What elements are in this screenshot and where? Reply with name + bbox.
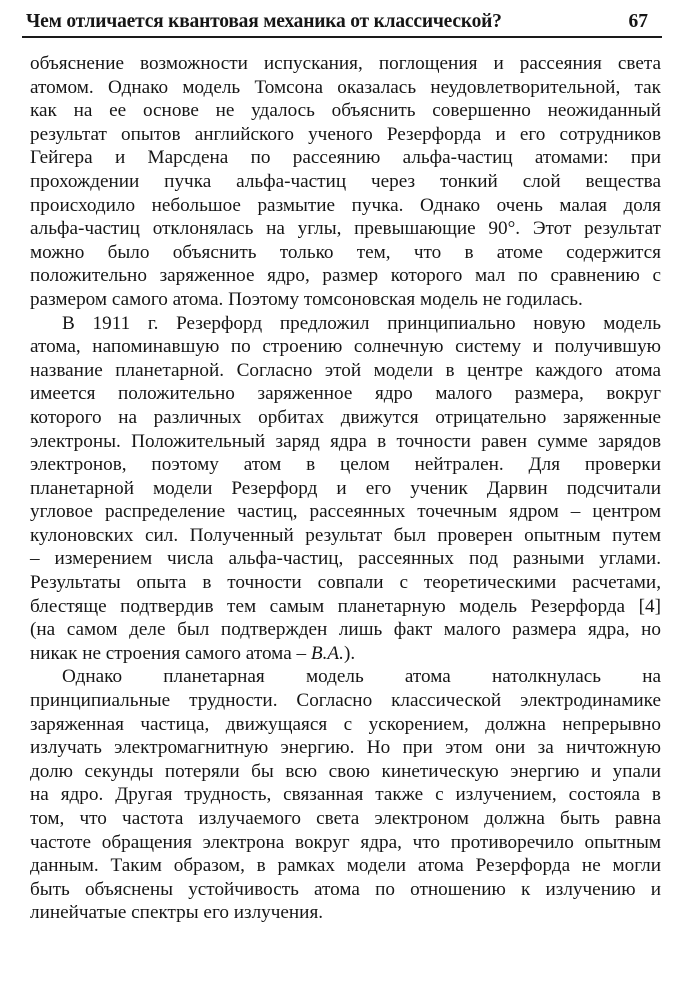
text-line: электронов, поэтому атом в целом нейтрален. Для проверки xyxy=(30,454,661,476)
text-line: результат опытов английского ученого Резерфорда и его сотрудников xyxy=(30,123,661,145)
text-line: атомом. Однако модель Томсона оказалась неудовлетворительной, так xyxy=(30,76,661,98)
text-line: на ядро. Другая трудность, связанная также с излучением, состояла в xyxy=(30,784,661,806)
text-line: Однако планетарная модель атома натолкнулась на xyxy=(62,666,661,688)
text-line: данным. Таким образом, в рамках модели атома Резерфорда не могли xyxy=(30,855,661,877)
text-line: том, что частота излучаемого света электроном должна быть равна xyxy=(30,808,661,829)
text-line: размером самого атома. Поэтому томсоновская модель не годилась. xyxy=(30,288,583,310)
text-line: Результаты опыта в точности совпали с теоретическими расчетами, xyxy=(30,572,661,594)
text-line: заряженная частица, движущаяся с ускорением, должна непрерывно xyxy=(30,713,661,735)
text-line: (на самом деле был подтвержден лишь факт малого размера ядра, но xyxy=(30,619,661,641)
text-line: блестяще подтвердив тем самым планетарную модель Резерфорда [4] xyxy=(30,595,661,617)
text-line: планетарной модели Резерфорд и его ученик Дарвин подсчитали xyxy=(30,477,661,499)
text-line: которого на различных орбитах движутся отрицательно заряженные xyxy=(30,406,661,428)
text-line: – измерением числа альфа-частиц, рассеянных под разными углами. xyxy=(30,548,661,570)
running-head xyxy=(22,8,662,38)
text-line: принципиальные трудности. Согласно классической электродинамике xyxy=(30,690,661,712)
text-line: происходило небольшое размытие пучка. Однако очень малая доля xyxy=(30,194,661,216)
text-line: Гейгера и Марсдена по рассеянию альфа-частиц атомами: при xyxy=(30,147,661,169)
text-line: быть объяснены устойчивость атома по отношению к излучению и xyxy=(30,878,661,900)
text-line: как на ее основе не удалось объяснить совершенно неожиданный xyxy=(30,100,661,122)
text-line: В 1911 г. Резерфорд предложил принципиально новую модель xyxy=(62,312,661,334)
text-line: кулоновских сил. Полученный результат был проверен опытным путем xyxy=(30,524,661,546)
text-line: излучать электромагнитную энергию. Но при этом они за ничтожную xyxy=(30,737,661,759)
page-number: 67 xyxy=(628,11,648,32)
text-line: название планетарной. Согласно этой модели в центре каждого атома xyxy=(30,359,661,381)
text-line: частоте обращения электрона вокруг ядра, что противоречило опытным xyxy=(30,831,661,853)
text-line: имеется положительно заряженное ядро малого размера, вокруг xyxy=(30,383,661,405)
text-line: электроны. Положительный заряд ядра в точности равен сумме зарядов xyxy=(30,430,661,452)
text-line: можно было объяснить только тем, что в атоме содержится xyxy=(30,241,661,263)
text-line: атома, напоминавшую по строению солнечную систему и получившую xyxy=(30,336,661,358)
text-line: положительно заряженное ядро, размер которого мал по сравнению с xyxy=(30,265,661,287)
text-line: объяснение возможности испускания, поглощения и рассеяния света xyxy=(30,53,661,74)
text-line: угловое распределение частиц, рассеянных точечным ядром – центром xyxy=(30,501,661,523)
running-title: Чем отличается квантовая механика от классической? xyxy=(26,11,502,32)
text-line: никак не строения самого атома – В.А.). xyxy=(30,642,356,664)
text-line: прохождении пучка альфа-частиц через тонкий слой вещества xyxy=(30,170,661,192)
text-line: долю секунды потеряли бы всю свою кинетическую энергию и упали xyxy=(30,760,661,782)
text-body xyxy=(30,52,661,925)
text-line: альфа-частиц отклонялась на углы, превышающие 90°. Этот результат xyxy=(30,218,661,240)
text-line: линейчатые спектры его излучения. xyxy=(30,902,324,924)
